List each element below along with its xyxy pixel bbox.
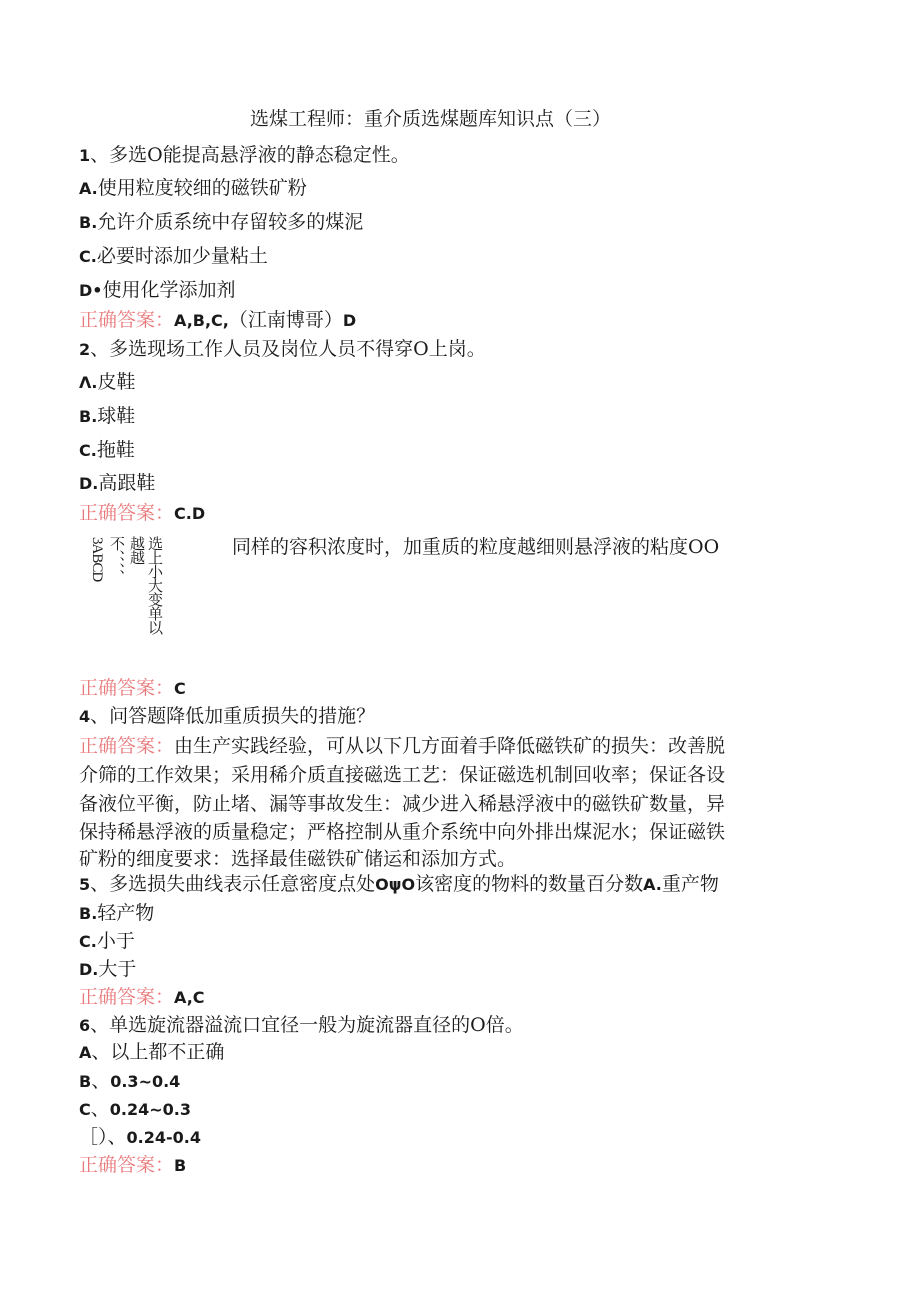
question-4 <box>79 704 375 729</box>
option-separator: 、 <box>91 1041 111 1063</box>
answer-label: 正确答案： <box>79 735 175 757</box>
question-number: 5 <box>79 875 91 894</box>
option-text: 高跟鞋 <box>98 472 156 494</box>
answer-label: 正确答案： <box>79 677 175 699</box>
answer-value: D <box>342 311 357 330</box>
answer-4-line-1 <box>79 734 725 758</box>
option-letter: Λ. <box>79 373 98 392</box>
question-2 <box>79 337 486 362</box>
question-3-vertical-text: 3ABCD <box>89 537 105 582</box>
option-letter: A. <box>79 179 98 198</box>
answer-label: 正确答案： <box>79 502 175 524</box>
answer-3 <box>79 676 186 701</box>
question-text: 、问答题降低加重质损失的措施？ <box>90 705 376 727</box>
answer-value: A,B,C, <box>174 311 229 330</box>
option-d <box>79 957 136 982</box>
blank-mark: OψO <box>375 875 416 894</box>
option-c <box>79 1097 191 1122</box>
answer-4-line-2: 介筛的工作效果；采用稀介质直接磁选工艺：保证磁选机制回收率；保证各设 <box>79 764 726 786</box>
document-title: 选煤工程师：重介质选煤题库知识点（三） <box>250 108 612 130</box>
option-text: 0.3~0.4 <box>110 1072 181 1091</box>
option-text: 大于 <box>98 958 137 980</box>
question-text: 该密度的物料的数量百分数 <box>415 873 644 895</box>
option-text: 重产物 <box>661 873 719 895</box>
question-number: 6 <box>79 1016 91 1035</box>
option-text: 0.24-0.4 <box>126 1128 201 1147</box>
answer-4-line-3: 备液位平衡，防止堵、漏等事故发生：减少进入稀悬浮液中的磁铁矿数量，异 <box>79 793 726 815</box>
option-letter: C. <box>79 247 97 266</box>
answer-value: C <box>174 679 186 698</box>
answer-5 <box>79 985 205 1010</box>
question-number: 2 <box>79 340 91 359</box>
answer-4-line-4: 保持稀悬浮液的质量稳定；严格控制从重介系统中向外排出煤泥水；保证磁铁 <box>79 821 726 843</box>
option-text: 轻产物 <box>97 902 155 924</box>
option-letter: B. <box>79 407 98 426</box>
question-5 <box>79 872 719 897</box>
option-b <box>79 1069 180 1094</box>
option-text: 小于 <box>96 930 135 952</box>
option-letter: D. <box>79 960 99 979</box>
answer-2 <box>79 501 205 526</box>
question-1 <box>79 143 410 168</box>
option-separator: 、 <box>91 1070 111 1092</box>
option-a <box>79 370 135 395</box>
answer-text: 由生产实践经验，可从以下几方面着手降低磁铁矿的损失：改善脱 <box>174 735 726 757</box>
option-letter: D• <box>79 281 103 300</box>
option-letter: C. <box>79 441 97 460</box>
option-b <box>79 210 363 235</box>
question-text: 、多选损失曲线表示任意密度点处 <box>90 873 376 895</box>
question-number: 1 <box>79 146 91 165</box>
option-b <box>79 901 154 926</box>
answer-value: B <box>174 1156 187 1175</box>
question-number: 4 <box>79 707 91 726</box>
answer-label: 正确答案： <box>79 1154 175 1176</box>
question-text: 、单选旋流器溢流口宜径一般为旋流器直径的O倍。 <box>90 1014 524 1036</box>
option-letter: B <box>79 1072 92 1091</box>
answer-note: （江南博哥） <box>228 309 343 331</box>
option-letter: C. <box>79 932 97 951</box>
answer-label: 正确答案： <box>79 986 175 1008</box>
answer-6 <box>79 1153 186 1178</box>
question-text: 同样的容积浓度时，加重质的粒度越细则悬浮液的粘度OO <box>232 536 720 558</box>
question-text: 、多选O能提高悬浮液的静态稳定性。 <box>90 144 410 166</box>
option-d <box>79 1125 201 1150</box>
option-text: 必要时添加少量粘土 <box>96 245 268 267</box>
answer-label: 正确答案： <box>79 309 175 331</box>
option-text: 皮鞋 <box>97 371 136 393</box>
option-c <box>79 438 135 463</box>
option-text: 使用粒度较细的磁铁矿粉 <box>97 177 307 199</box>
option-letter: B. <box>79 904 98 923</box>
option-letter: A <box>79 1043 92 1062</box>
option-text: 0.24~0.3 <box>109 1100 191 1119</box>
option-text: 球鞋 <box>97 405 136 427</box>
answer-value: A,C <box>174 988 205 1007</box>
option-c <box>79 929 135 954</box>
question-3-text <box>232 535 719 559</box>
option-letter: ［） <box>79 1126 108 1148</box>
option-letter: B. <box>79 213 98 232</box>
option-letter: D. <box>79 474 99 493</box>
question-text: 、多选现场工作人员及岗位人员不得穿O上岗。 <box>90 338 486 360</box>
option-a <box>79 176 307 201</box>
option-c <box>79 244 268 269</box>
answer-value: C.D <box>174 504 206 523</box>
question-3-vertical-text: 不、、、、 <box>108 536 126 584</box>
option-text: 拖鞋 <box>96 439 135 461</box>
question-6 <box>79 1013 524 1038</box>
option-separator: 、 <box>107 1126 127 1148</box>
option-letter: C <box>79 1100 91 1119</box>
option-d <box>79 471 155 496</box>
option-a <box>79 1040 224 1065</box>
option-letter: A. <box>643 875 662 894</box>
option-text: 以上都不正确 <box>110 1041 225 1063</box>
option-d <box>79 278 236 303</box>
question-3-vertical-text: 越越 <box>128 536 146 564</box>
question-3-vertical-text: 选上小大变单以 <box>146 536 164 634</box>
option-text: 允许介质系统中存留较多的煤泥 <box>97 211 364 233</box>
option-separator: 、 <box>90 1098 110 1120</box>
answer-1 <box>79 308 356 333</box>
option-b <box>79 404 135 429</box>
answer-4-line-5: 矿粉的细度要求：选择最佳磁铁矿储运和添加方式。 <box>79 848 517 870</box>
option-text: 使用化学添加剂 <box>102 279 236 301</box>
